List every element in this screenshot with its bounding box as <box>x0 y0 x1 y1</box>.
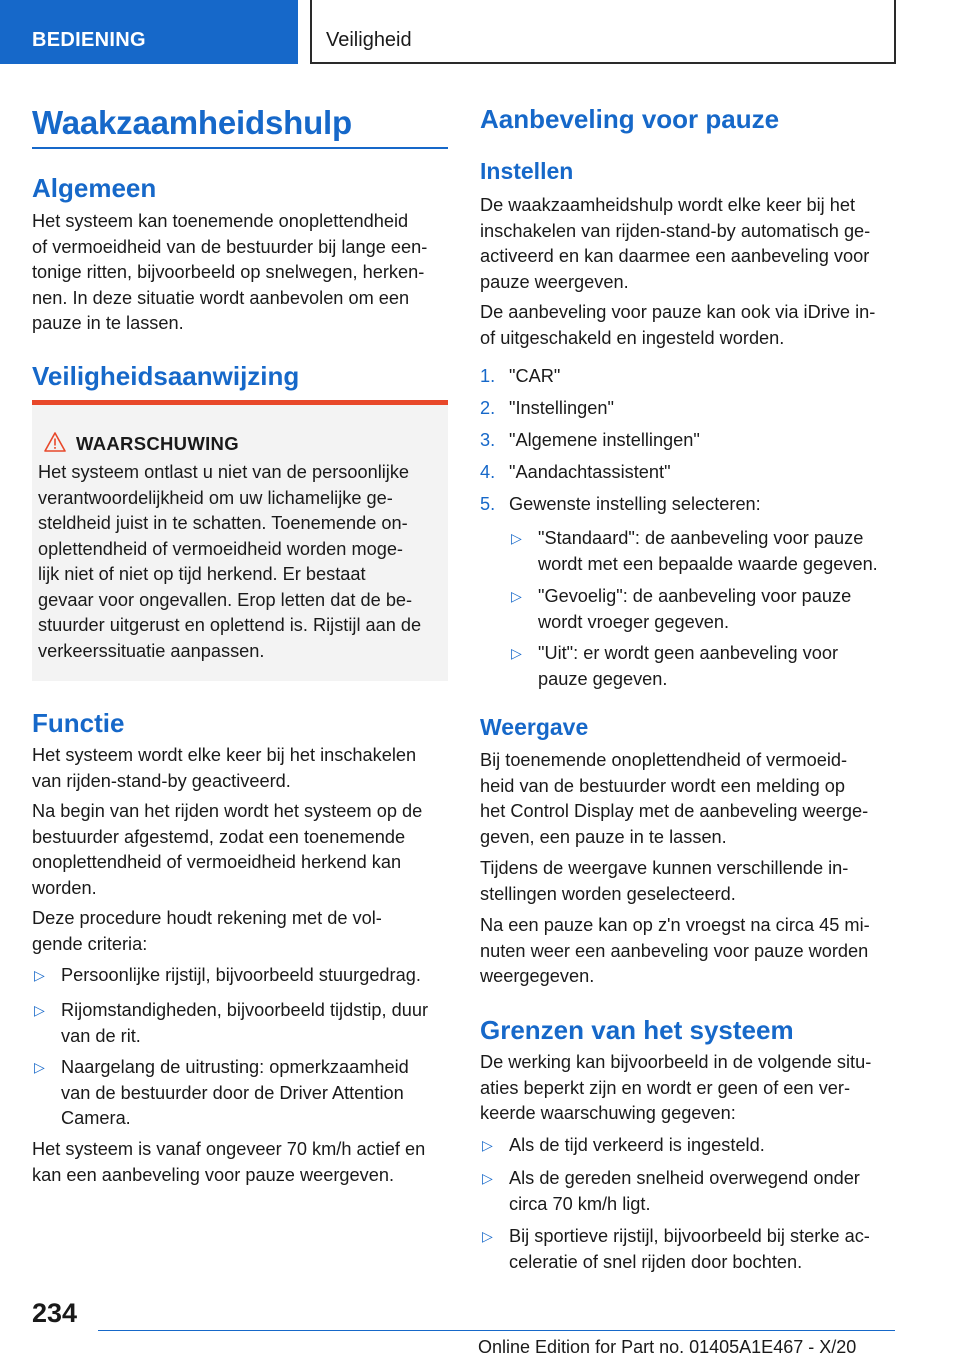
sub-list-item: "Gevoelig": de aanbeveling voor pauze wordt vroeger gegeven. <box>538 586 852 632</box>
warning-triangle-icon <box>44 432 66 452</box>
functie-p1: Het systeem wordt elke keer bij het inschakelen van rijden-stand-by geactiveerd. <box>32 745 417 791</box>
step-number: 3. <box>480 430 496 450</box>
list-item: Als de gereden snelheid overwegend onder circa 70 km/h ligt. <box>509 1168 860 1214</box>
section-tab <box>0 0 298 64</box>
step-item: "Instellingen" <box>509 398 614 418</box>
list-item: Bij sportieve rijstijl, bijvoorbeeld bij sterke ac‐ celeratie of snel rijden door bochten. <box>509 1226 870 1272</box>
warning-text: Het systeem ontlast u niet van de persoonlijke verantwoordelijkheid om uw lichamelijke ge‐ steldheid juist in te schatten. Toenemende on‐ oplettendheid of vermoeidheid worden moge‐ lijk niet of niet op tijd herkend. Er bestaat gevaar voor ongevallen. Erop letten dat de be‐ stuurder uitgerust en oplettend is. Rijstijl aan de verkeerssituatie aanpassen. <box>38 462 422 661</box>
title-rule <box>32 147 448 149</box>
step-number: 1. <box>480 366 496 386</box>
functie-p3: Deze procedure houdt rekening met de vol‐ gende criteria: <box>32 908 382 954</box>
chapter-label: Veiligheid <box>326 29 412 51</box>
warning-box <box>32 400 448 681</box>
chapter-tab <box>310 0 896 64</box>
step-item: "Algemene instellingen" <box>509 430 700 450</box>
instellen-p2: De aanbeveling voor pauze kan ook via iDrive in- of uitgeschakeld en ingesteld worden. <box>480 302 876 348</box>
bullet-icon: ▷ <box>511 645 522 661</box>
step-number: 5. <box>480 494 496 514</box>
instellen-p1: De waakzaamheidshulp wordt elke keer bij het inschakelen van rijden-stand-by automatisch ge‐ activeerd en kan daarmee een aanbeveling voor pauze weergeven. <box>480 195 871 292</box>
grenzen-p1: De werking kan bijvoorbeeld in de volgende situ‐ aties beperkt zijn en wordt er geen of een ver‐ keerde waarschuwing gegeven: <box>480 1052 872 1123</box>
bullet-icon: ▷ <box>34 967 45 983</box>
bullet-icon: ▷ <box>482 1170 493 1186</box>
heading-instellen: Instellen <box>480 158 574 184</box>
step-item: "CAR" <box>509 366 561 386</box>
section-label: BEDIENING <box>32 29 146 51</box>
list-item: Als de tijd verkeerd is ingesteld. <box>509 1135 765 1155</box>
page-title: Waakzaamheidshulp <box>32 104 352 141</box>
page-number: 234 <box>32 1298 78 1328</box>
footer-edition: Online Edition for Part no. 01405A1E467 - X/20 <box>478 1337 857 1357</box>
bullet-icon: ▷ <box>34 1002 45 1018</box>
bullet-icon: ▷ <box>482 1228 493 1244</box>
bullet-icon: ▷ <box>511 588 522 604</box>
functie-p2: Na begin van het rijden wordt het systeem op de bestuurder afgestemd, zodat een toenemende onoplettendheid of vermoeidheid herkend kan worden. <box>32 801 423 898</box>
weergave-p3: Na een pauze kan op z'n vroegst na circa 45 mi‐ nuten weer een aanbeveling voor pauze worden weergegeven. <box>480 915 870 986</box>
list-item: Naargelang de uitrusting: opmerkzaamheid van de bestuurder door de Driver Attention Camera. <box>61 1057 409 1128</box>
algemeen-paragraph: Het systeem kan toenemende onoplettendheid of vermoeidheid van de bestuurder bij lange een‐ tonige ritten, bijvoorbeeld op snelwegen, herken‐ nen. In deze situatie wordt aanbevolen om een pauze in te lassen. <box>32 211 428 333</box>
warning-title: WAARSCHUWING <box>76 433 239 454</box>
list-item: Persoonlijke rijstijl, bijvoorbeeld stuurgedrag. <box>61 965 421 985</box>
footer-rule <box>98 1330 895 1331</box>
bullet-icon: ▷ <box>482 1137 493 1153</box>
heading-grenzen: Grenzen van het systeem <box>480 1015 794 1045</box>
bullet-icon: ▷ <box>511 530 522 546</box>
heading-weergave: Weergave <box>480 714 589 740</box>
heading-veiligheid: Veiligheidsaanwijzing <box>32 361 300 391</box>
sub-list-item: "Uit": er wordt geen aanbeveling voor pauze gegeven. <box>538 643 839 689</box>
bullet-icon: ▷ <box>34 1059 45 1075</box>
list-item: Rijomstandigheden, bijvoorbeeld tijdstip, duur van de rit. <box>61 1000 429 1046</box>
functie-p4: Het systeem is vanaf ongeveer 70 km/h actief en kan een aanbeveling voor pauze weergeven. <box>32 1139 426 1185</box>
step-item: Gewenste instelling selecteren: <box>509 494 761 514</box>
heading-functie: Functie <box>32 708 125 738</box>
weergave-p2: Tijdens de weergave kunnen verschillende in‐ stellingen worden geselecteerd. <box>480 858 849 904</box>
step-item: "Aandachtassistent" <box>509 462 671 482</box>
step-number: 4. <box>480 462 496 482</box>
sub-list-item: "Standaard": de aanbeveling voor pauze wordt met een bepaalde waarde gegeven. <box>538 528 878 574</box>
heading-aanbeveling: Aanbeveling voor pauze <box>480 104 780 134</box>
step-number: 2. <box>480 398 496 418</box>
weergave-p1: Bij toenemende onoplettendheid of vermoeid‐ heid van de bestuurder wordt een melding op het Control Display met de aanbeveling weerge‐ geven, een pauze in te lassen. <box>480 750 869 847</box>
heading-algemeen: Algemeen <box>32 173 157 203</box>
